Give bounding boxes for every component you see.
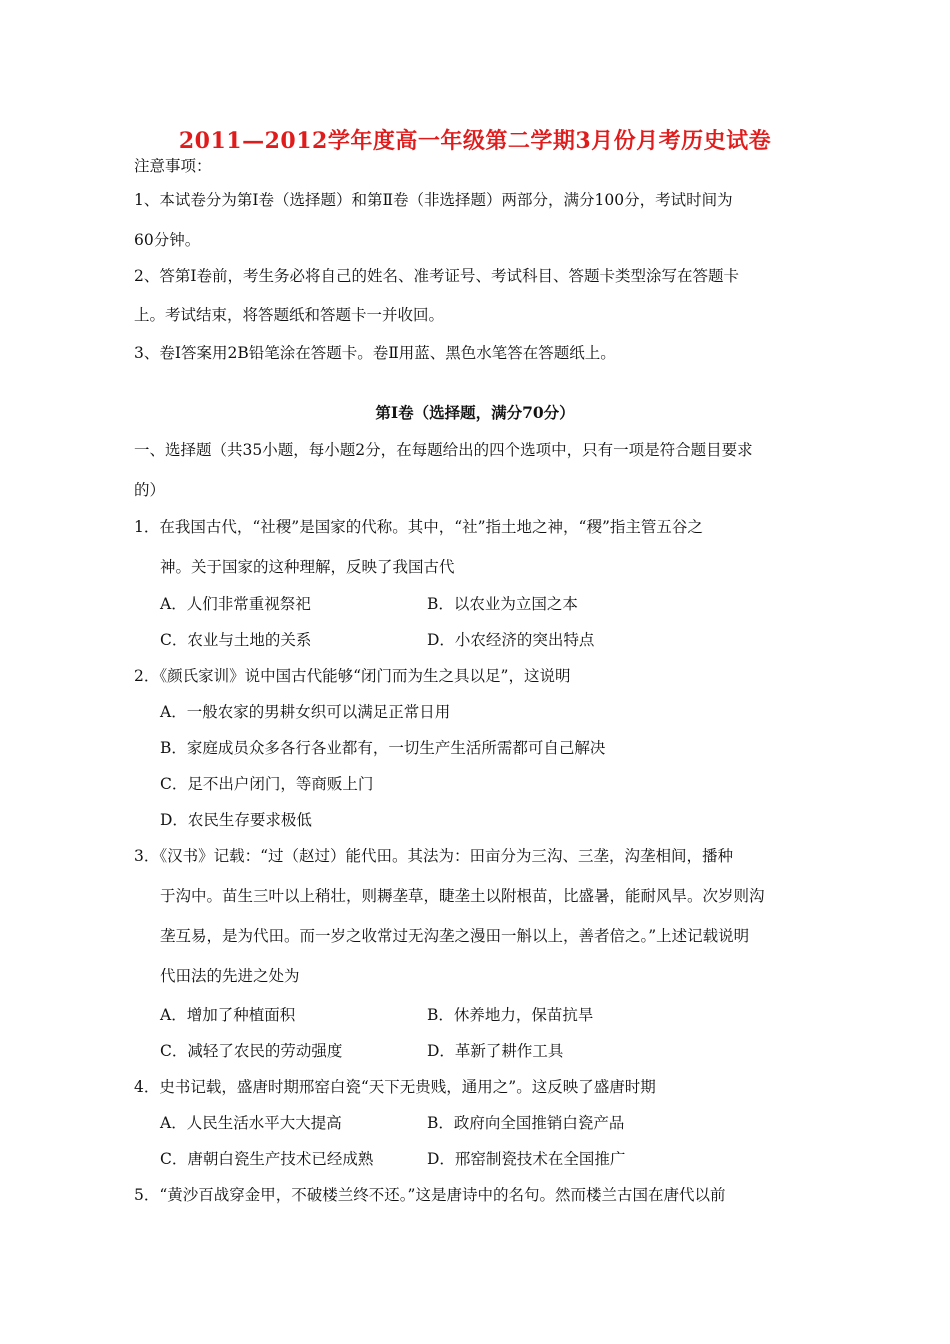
q3-option-b: B．休养地力，保苗抗旱 xyxy=(427,1006,594,1024)
exam-title: 2011—2012学年度高一年级第二学期3月份月考历史试卷 xyxy=(178,128,772,154)
q1-option-a: A．人们非常重视祭祀 xyxy=(160,595,311,613)
notice-line-4: 上。考试结束，将答题纸和答题卡一并收回。 xyxy=(134,306,445,324)
q4-option-d: D．邢窑制瓷技术在全国推广 xyxy=(427,1150,626,1168)
q4-stem-1: 4．史书记载，盛唐时期邢窑白瓷“天下无贵贱，通用之”。这反映了盛唐时期 xyxy=(134,1078,656,1096)
q5-stem-1: 5．“黄沙百战穿金甲，不破楼兰终不还。”这是唐诗中的名句。然而楼兰古国在唐代以前 xyxy=(134,1186,726,1204)
q1-stem-2: 神。关于国家的这种理解，反映了我国古代 xyxy=(160,558,455,576)
q4-option-a: A．人民生活水平大大提高 xyxy=(160,1114,342,1132)
notice-line-3: 2、答第Ⅰ卷前，考生务必将自己的姓名、准考证号、考试科目、答题卡类型涂写在答题卡 xyxy=(134,267,739,285)
q3-option-d: D．革新了耕作工具 xyxy=(427,1042,564,1060)
q1-option-d: D．小农经济的突出特点 xyxy=(427,631,595,649)
q2-option-b: B．家庭成员众多各行各业都有，一切生产生活所需都可自己解决 xyxy=(160,739,606,757)
q3-option-c: C．减轻了农民的劳动强度 xyxy=(160,1042,343,1060)
section1-heading: 第Ⅰ卷（选择题，满分70分） xyxy=(375,403,575,422)
q3-option-a: A．增加了种植面积 xyxy=(160,1006,296,1024)
q1-stem-1: 1．在我国古代，“社稷”是国家的代称。其中，“社”指土地之神，“稷”指主管五谷之 xyxy=(134,518,703,536)
q3-stem-3: 垄互易，是为代田。而一岁之收常过无沟垄之漫田一斛以上，善者倍之。”上述记载说明 xyxy=(160,927,750,945)
q3-stem-1: 3．《汉书》记载：“过（赵过）能代田。其法为：田亩分为三沟、三垄，沟垄相间，播种 xyxy=(134,847,734,865)
notice-line-2: 60分钟。 xyxy=(134,231,201,249)
q4-option-b: B．政府向全国推销白瓷产品 xyxy=(427,1114,625,1132)
q1-option-b: B．以农业为立国之本 xyxy=(427,595,578,613)
q1-option-c: C．农业与土地的关系 xyxy=(160,631,312,649)
q3-stem-2: 于沟中。苗生三叶以上稍壮，则耨垄草，睫垄土以附根苗，比盛暑，能耐风旱。次岁则沟 xyxy=(160,887,765,905)
q4-option-c: C．唐朝白瓷生产技术已经成熟 xyxy=(160,1150,374,1168)
notice-line-1: 1、本试卷分为第Ⅰ卷（选择题）和第Ⅱ卷（非选择题）两部分，满分100分，考试时间为 xyxy=(134,191,733,209)
section1-instructions-2: 的） xyxy=(134,481,166,499)
q3-stem-4: 代田法的先进之处为 xyxy=(160,967,300,985)
notice-line-5: 3、卷Ⅰ答案用2B铅笔涂在答题卡。卷Ⅱ用蓝、黑色水笔答在答题纸上。 xyxy=(134,344,616,362)
q2-option-a: A．一般农家的男耕女织可以满足正常日用 xyxy=(160,703,451,721)
notice-heading: 注意事项： xyxy=(134,157,212,175)
section1-instructions-1: 一、选择题（共35小题，每小题2分，在每题给出的四个选项中，只有一项是符合题目要求 xyxy=(134,441,753,459)
q2-option-d: D．农民生存要求极低 xyxy=(160,811,312,829)
q2-stem-1: 2．《颜氏家训》说中国古代能够“闭门而为生之具以足”，这说明 xyxy=(134,667,571,685)
q2-option-c: C．足不出户闭门，等商贩上门 xyxy=(160,775,374,793)
